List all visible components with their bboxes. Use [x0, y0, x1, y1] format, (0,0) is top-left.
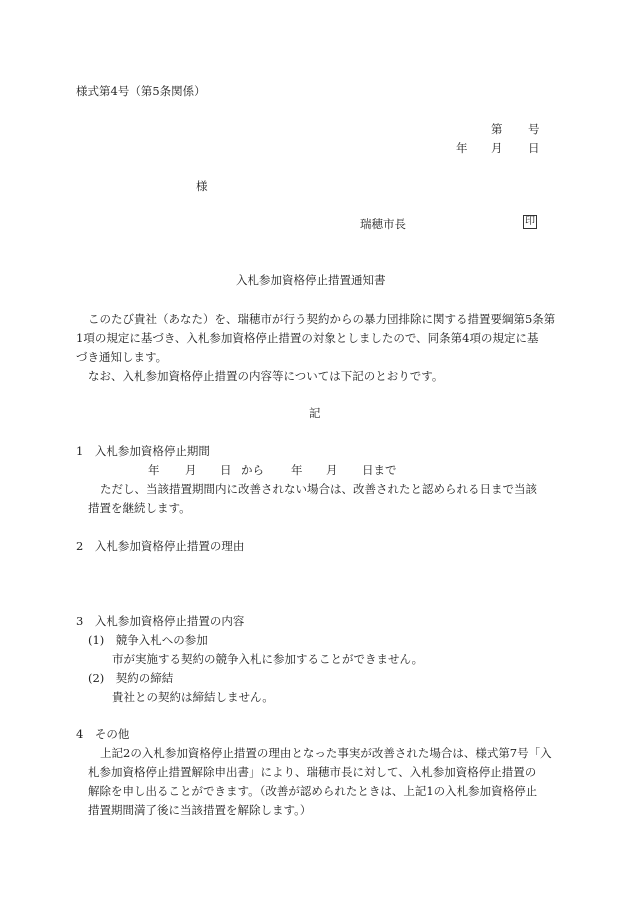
section-3-item-2-text: 貴社との契約は締結しません。	[112, 690, 274, 704]
body-paragraph-2: なお、入札参加資格停止措置の内容等については下記のとおりです。	[88, 369, 444, 383]
period-month-1: 月	[185, 463, 197, 477]
number-label-go: 号	[528, 122, 540, 136]
section-1-note-line-1: ただし、当該措置期間内に改善されない場合は、改善されたと認められる日まで当該	[100, 482, 537, 496]
section-2-title: 2 入札参加資格停止措置の理由	[76, 539, 245, 553]
section-3-item-2-title: (2) 契約の締結	[88, 671, 174, 685]
period-year-2: 年	[291, 463, 303, 477]
body-paragraph-1-line-2: 1項の規定に基づき、入札参加資格停止措置の対象としましたので、同条第4項の規定に基	[76, 331, 539, 345]
period-year-1: 年	[148, 463, 160, 477]
date-day: 日	[528, 141, 540, 155]
period-day-2: 日まで	[362, 463, 397, 477]
seal-mark: 印	[525, 216, 535, 227]
period-kara: から	[241, 463, 264, 477]
number-label-dai: 第	[491, 122, 503, 136]
date-month: 月	[491, 141, 503, 155]
sender-name: 瑞穂市長	[360, 217, 406, 231]
body-paragraph-1-line-3: づき通知します。	[76, 350, 168, 364]
section-3-item-1-text: 市が実施する契約の競争入札に参加することができません。	[112, 652, 424, 666]
period-month-2: 月	[326, 463, 338, 477]
date-year: 年	[456, 141, 468, 155]
section-4-title: 4 その他	[76, 727, 130, 741]
addressee-sama: 様	[196, 179, 208, 193]
section-3-title: 3 入札参加資格停止措置の内容	[76, 614, 245, 628]
document-title: 入札参加資格停止措置通知書	[236, 273, 386, 287]
body-paragraph-1-line-1: このたび貴社（あなた）を、瑞穂市が行う契約からの暴力団排除に関する措置要綱第5条第	[88, 312, 556, 326]
section-4-line-4: 措置期間満了後に当該措置を解除します。）	[88, 803, 312, 817]
section-4-line-2: 札参加資格停止措置解除申出書」により、瑞穂市長に対して、入札参加資格停止措置の	[88, 765, 537, 779]
section-1-title: 1 入札参加資格停止期間	[76, 444, 210, 458]
period-day-1: 日	[220, 463, 232, 477]
section-4-line-3: 解除を申し出ることができます。（改善が認められたときは、上記1の入札参加資格停止	[88, 784, 538, 798]
section-1-note-line-2: 措置を継続します。	[88, 501, 191, 515]
section-3-item-1-title: (1) 競争入札への参加	[88, 633, 208, 647]
form-number: 様式第4号（第5条関係）	[76, 84, 206, 98]
ki-heading: 記	[309, 406, 321, 420]
section-4-line-1: 上記2の入札参加資格停止措置の理由となった事実が改善された場合は、様式第7号「入	[100, 746, 552, 760]
